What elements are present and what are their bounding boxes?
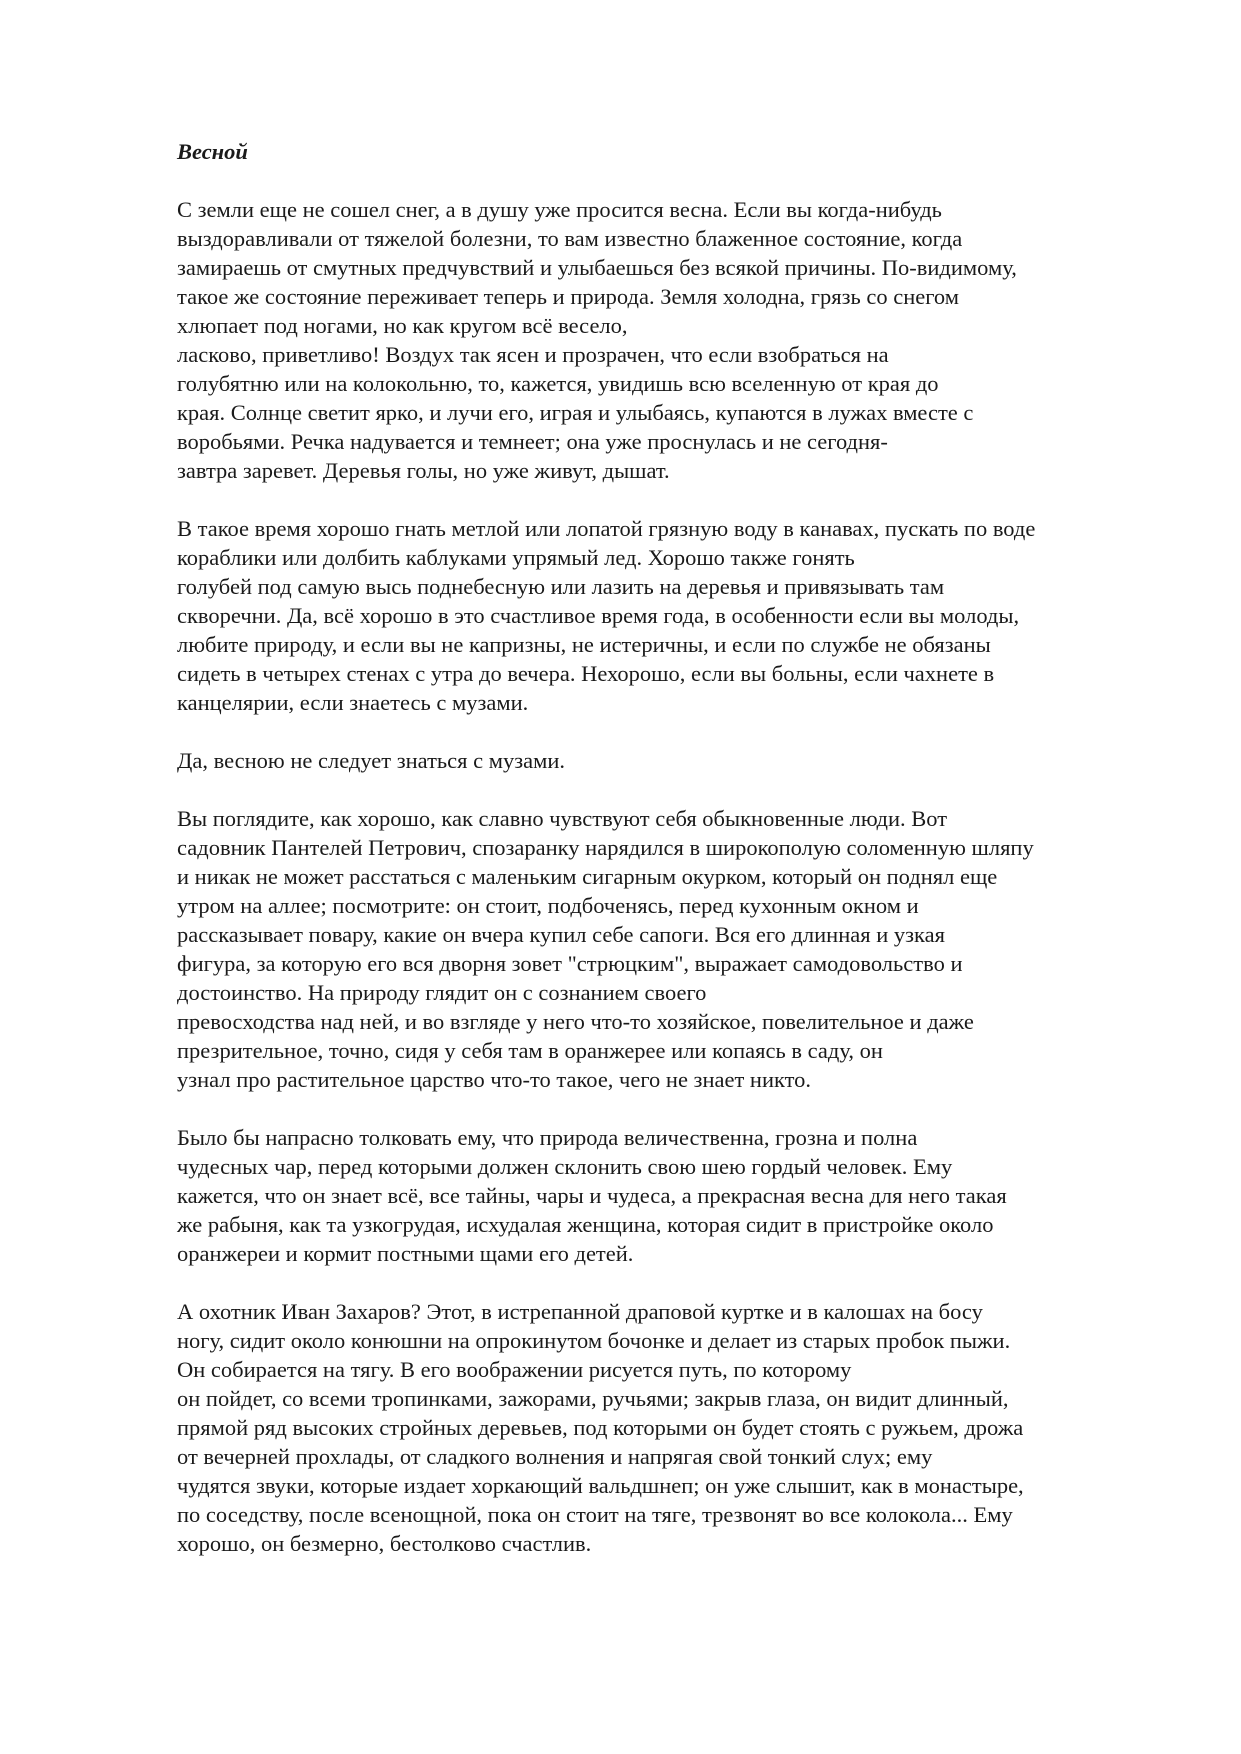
text-line: скворечни. Да, всё хорошо в это счастливое время года, в особенности если вы молоды, (177, 603, 1020, 628)
text-line: завтра заревет. Деревья голы, но уже живут, дышат. (177, 458, 670, 483)
paragraph-3 (177, 746, 1157, 775)
text-line: сидеть в четырех стенах с утра до вечера. Нехорошо, если вы больны, если чахнете в (177, 661, 995, 686)
document-body (177, 137, 1157, 1587)
text-line: садовник Пантелей Петрович, спозаранку нарядился в широкополую соломенную шляпу (177, 835, 1034, 860)
text-line: хорошо, он безмерно, бестолково счастлив. (177, 1531, 592, 1556)
text-line: А охотник Иван Захаров? Этот, в истрепанной драповой куртке и в калошах на босу (177, 1299, 983, 1324)
paragraph-1 (177, 195, 1157, 485)
text-line: кажется, что он знает всё, все тайны, чары и чудеса, а прекрасная весна для него такая (177, 1183, 1007, 1208)
text-line: голубей под самую высь поднебесную или лазить на деревья и привязывать там (177, 574, 945, 599)
text-line: выздоравливали от тяжелой болезни, то вам известно блаженное состояние, когда (177, 226, 963, 251)
text-line: замираешь от смутных предчувствий и улыбаешься без всякой причины. По-видимому, (177, 255, 1017, 280)
text-line: ласково, приветливо! Воздух так ясен и прозрачен, что если взобраться на (177, 342, 889, 367)
text-line: оранжереи и кормит постными щами его детей. (177, 1241, 634, 1266)
text-line: кораблики или долбить каблуками упрямый лед. Хорошо также гонять (177, 545, 855, 570)
text-line: прямой ряд высоких стройных деревьев, под которыми он будет стоять с ружьем, дрожа (177, 1415, 1024, 1440)
text-line: хлюпает под ногами, но как кругом всё весело, (177, 313, 628, 338)
text-line: голубятню или на колокольню, то, кажется, увидишь всю вселенную от края до (177, 371, 939, 396)
text-line: любите природу, и если вы не капризны, не истеричны, и если по службе не обязаны (177, 632, 991, 657)
text-line: края. Солнце светит ярко, и лучи его, играя и улыбаясь, купаются в лужах вместе с (177, 400, 974, 425)
paragraph-6 (177, 1297, 1157, 1558)
text-line: рассказывает повару, какие он вчера купил себе сапоги. Вся его длинная и узкая (177, 922, 945, 947)
text-line: Вы поглядите, как хорошо, как славно чувствуют себя обыкновенные люди. Вот (177, 806, 948, 831)
text-line: чудесных чар, перед которыми должен склонить свою шею гордый человек. Ему (177, 1154, 953, 1179)
text-line: достоинство. На природу глядит он с сознанием своего (177, 980, 707, 1005)
text-line: узнал про растительное царство что-то такое, чего не знает никто. (177, 1067, 812, 1092)
text-line: канцелярии, если знаетесь с музами. (177, 690, 529, 715)
text-line: ногу, сидит около конюшни на опрокинутом бочонке и делает из старых пробок пыжи. (177, 1328, 1011, 1353)
text-line: В такое время хорошо гнать метлой или лопатой грязную воду в канавах, пускать по воде (177, 516, 1036, 541)
text-line: чудятся звуки, которые издает хоркающий вальдшнеп; он уже слышит, как в монастыре, (177, 1473, 1024, 1498)
text-line: фигура, за которую его вся дворня зовет "стрюцким", выражает самодовольство и (177, 951, 963, 976)
text-line: превосходства над ней, и во взгляде у него что-то хозяйское, повелительное и даже (177, 1009, 974, 1034)
text-line: он пойдет, со всеми тропинками, зажорами, ручьями; закрыв глаза, он видит длинный, (177, 1386, 1009, 1411)
text-line: Было бы напрасно толковать ему, что природа величественна, грозна и полна (177, 1125, 918, 1150)
text-line: и никак не может расстаться с маленьким сигарным окурком, который он поднял еще (177, 864, 998, 889)
paragraph-2 (177, 514, 1157, 717)
text-line: же рабыня, как та узкогрудая, исхудалая женщина, которая сидит в пристройке около (177, 1212, 994, 1237)
document-title: Весной (177, 139, 248, 164)
text-line: Он собирается на тягу. В его воображении рисуется путь, по которому (177, 1357, 852, 1382)
text-line: такое же состояние переживает теперь и природа. Земля холодна, грязь со снегом (177, 284, 959, 309)
paragraph-5 (177, 1123, 1157, 1268)
paragraph-4 (177, 804, 1157, 1094)
text-line: утром на аллее; посмотрите: он стоит, подбоченясь, перед кухонным окном и (177, 893, 919, 918)
text-line: презрительное, точно, сидя у себя там в оранжерее или копаясь в саду, он (177, 1038, 883, 1063)
text-line: Да, весною не следует знаться с музами. (177, 748, 566, 773)
text-line: по соседству, после всенощной, пока он стоит на тяге, трезвонят во все колокола... Ему (177, 1502, 1013, 1527)
text-line: С земли еще не сошел снег, а в душу уже просится весна. Если вы когда-нибудь (177, 197, 942, 222)
text-line: воробьями. Речка надувается и темнеет; она уже проснулась и не сегодня- (177, 429, 888, 454)
text-line: от вечерней прохлады, от сладкого волнения и напрягая свой тонкий слух; ему (177, 1444, 933, 1469)
